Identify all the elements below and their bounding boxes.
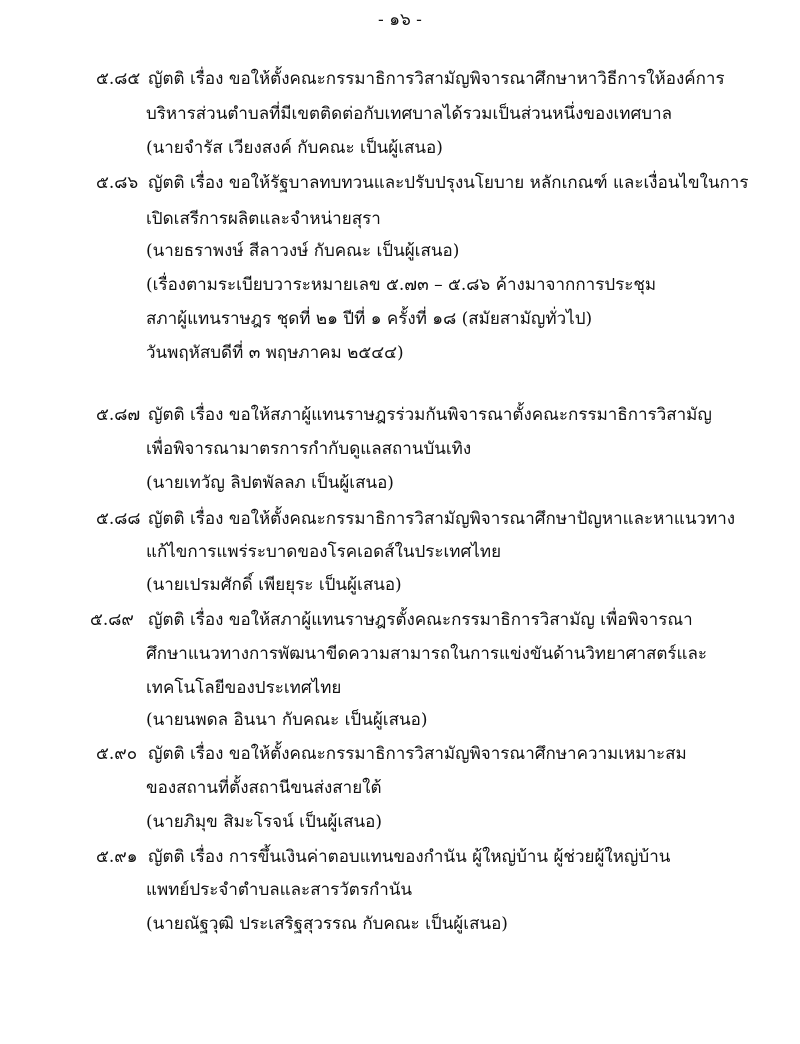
item-line: ศึกษาแนวทางการพัฒนาขีดความสามารถในการแข่งขันด้านวิทยาศาสตร์และ (146, 644, 708, 664)
page-number: - ๑๖ - (378, 10, 422, 30)
item-line: เทคโนโลยีของประเทศไทย (146, 678, 342, 698)
item-number: ๕.๙๑ (96, 847, 138, 867)
item-line: แก้ไขการแพร่ระบาดของโรคเอดส์ในประเทศไทย (146, 542, 502, 562)
item-line: เพื่อพิจารณามาตรการกำกับดูแลสถานบันเทิง (146, 439, 472, 459)
item-number: ๕.๘๙ (90, 610, 134, 630)
item-number: ๕.๘๕ (96, 69, 141, 89)
item-proposer: (นายณัฐวุฒิ ประเสริฐสุวรรณ กับคณะ เป็นผู้เสนอ) (146, 914, 508, 934)
item-line: บริหารส่วนตำบลที่มีเขตติดต่อกับเทศบาลได้รวมเป็นส่วนหนึ่งของเทศบาล (146, 104, 673, 124)
item-proposer: (นายธราพงษ์ สีลาวงษ์ กับคณะ เป็นผู้เสนอ) (146, 241, 460, 261)
item-line: ญัตติ เรื่อง ขอให้ตั้งคณะกรรมาธิการวิสามัญพิจารณาศึกษาหาวิธีการให้องค์การ (148, 69, 725, 89)
item-number: ๕.๘๗ (96, 405, 141, 425)
note-line: สภาผู้แทนราษฎร ชุดที่ ๒๑ ปีที่ ๑ ครั้งที่ ๑๘ (สมัยสามัญทั่วไป) (146, 309, 593, 329)
item-number: ๕.๘๖ (96, 173, 139, 193)
item-proposer: (นายจำรัส เวียงสงค์ กับคณะ เป็นผู้เสนอ) (146, 138, 443, 158)
item-number: ๕.๘๘ (96, 509, 141, 529)
item-number: ๕.๙๐ (96, 744, 138, 764)
item-proposer: (นายภิมุข สิมะโรจน์ เป็นผู้เสนอ) (146, 812, 382, 832)
item-line: ญัตติ เรื่อง ขอให้สภาผู้แทนราษฎรตั้งคณะกรรมาธิการวิสามัญ เพื่อพิจารณา (148, 610, 693, 630)
item-line: แพทย์ประจำตำบลและสารวัตรกำนัน (146, 880, 413, 900)
item-line: ญัตติ เรื่อง ขอให้รัฐบาลทบทวนและปรับปรุงนโยบาย หลักเกณฑ์ และเงื่อนไขในการ (148, 173, 749, 193)
item-proposer: (นายเทวัญ ลิปตพัลลภ เป็นผู้เสนอ) (146, 473, 394, 493)
item-line: เปิดเสรีการผลิตและจำหน่ายสุรา (146, 209, 381, 229)
item-proposer: (นายนพดล อินนา กับคณะ เป็นผู้เสนอ) (146, 710, 428, 730)
note-line: วันพฤหัสบดีที่ ๓ พฤษภาคม ๒๕๔๔) (146, 343, 404, 363)
note-line: (เรื่องตามระเบียบวาระหมายเลข ๕.๗๓ – ๕.๘๖ ค้างมาจากการประชุม (146, 275, 657, 295)
item-line: ญัตติ เรื่อง ขอให้สภาผู้แทนราษฎรร่วมกันพิจารณาตั้งคณะกรรมาธิการวิสามัญ (148, 405, 712, 425)
item-line: ญัตติ เรื่อง ขอให้ตั้งคณะกรรมาธิการวิสามัญพิจารณาศึกษาปัญหาและหาแนวทาง (148, 509, 736, 529)
item-line: ของสถานที่ตั้งสถานีขนส่งสายใต้ (146, 778, 382, 798)
item-line: ญัตติ เรื่อง ขอให้ตั้งคณะกรรมาธิการวิสามัญพิจารณาศึกษาความเหมาะสม (148, 744, 687, 764)
item-line: ญัตติ เรื่อง การขึ้นเงินค่าตอบแทนของกำนัน ผู้ใหญ่บ้าน ผู้ช่วยผู้ใหญ่บ้าน (148, 847, 671, 867)
item-proposer: (นายเปรมศักดิ์ เพียยุระ เป็นผู้เสนอ) (146, 575, 402, 595)
